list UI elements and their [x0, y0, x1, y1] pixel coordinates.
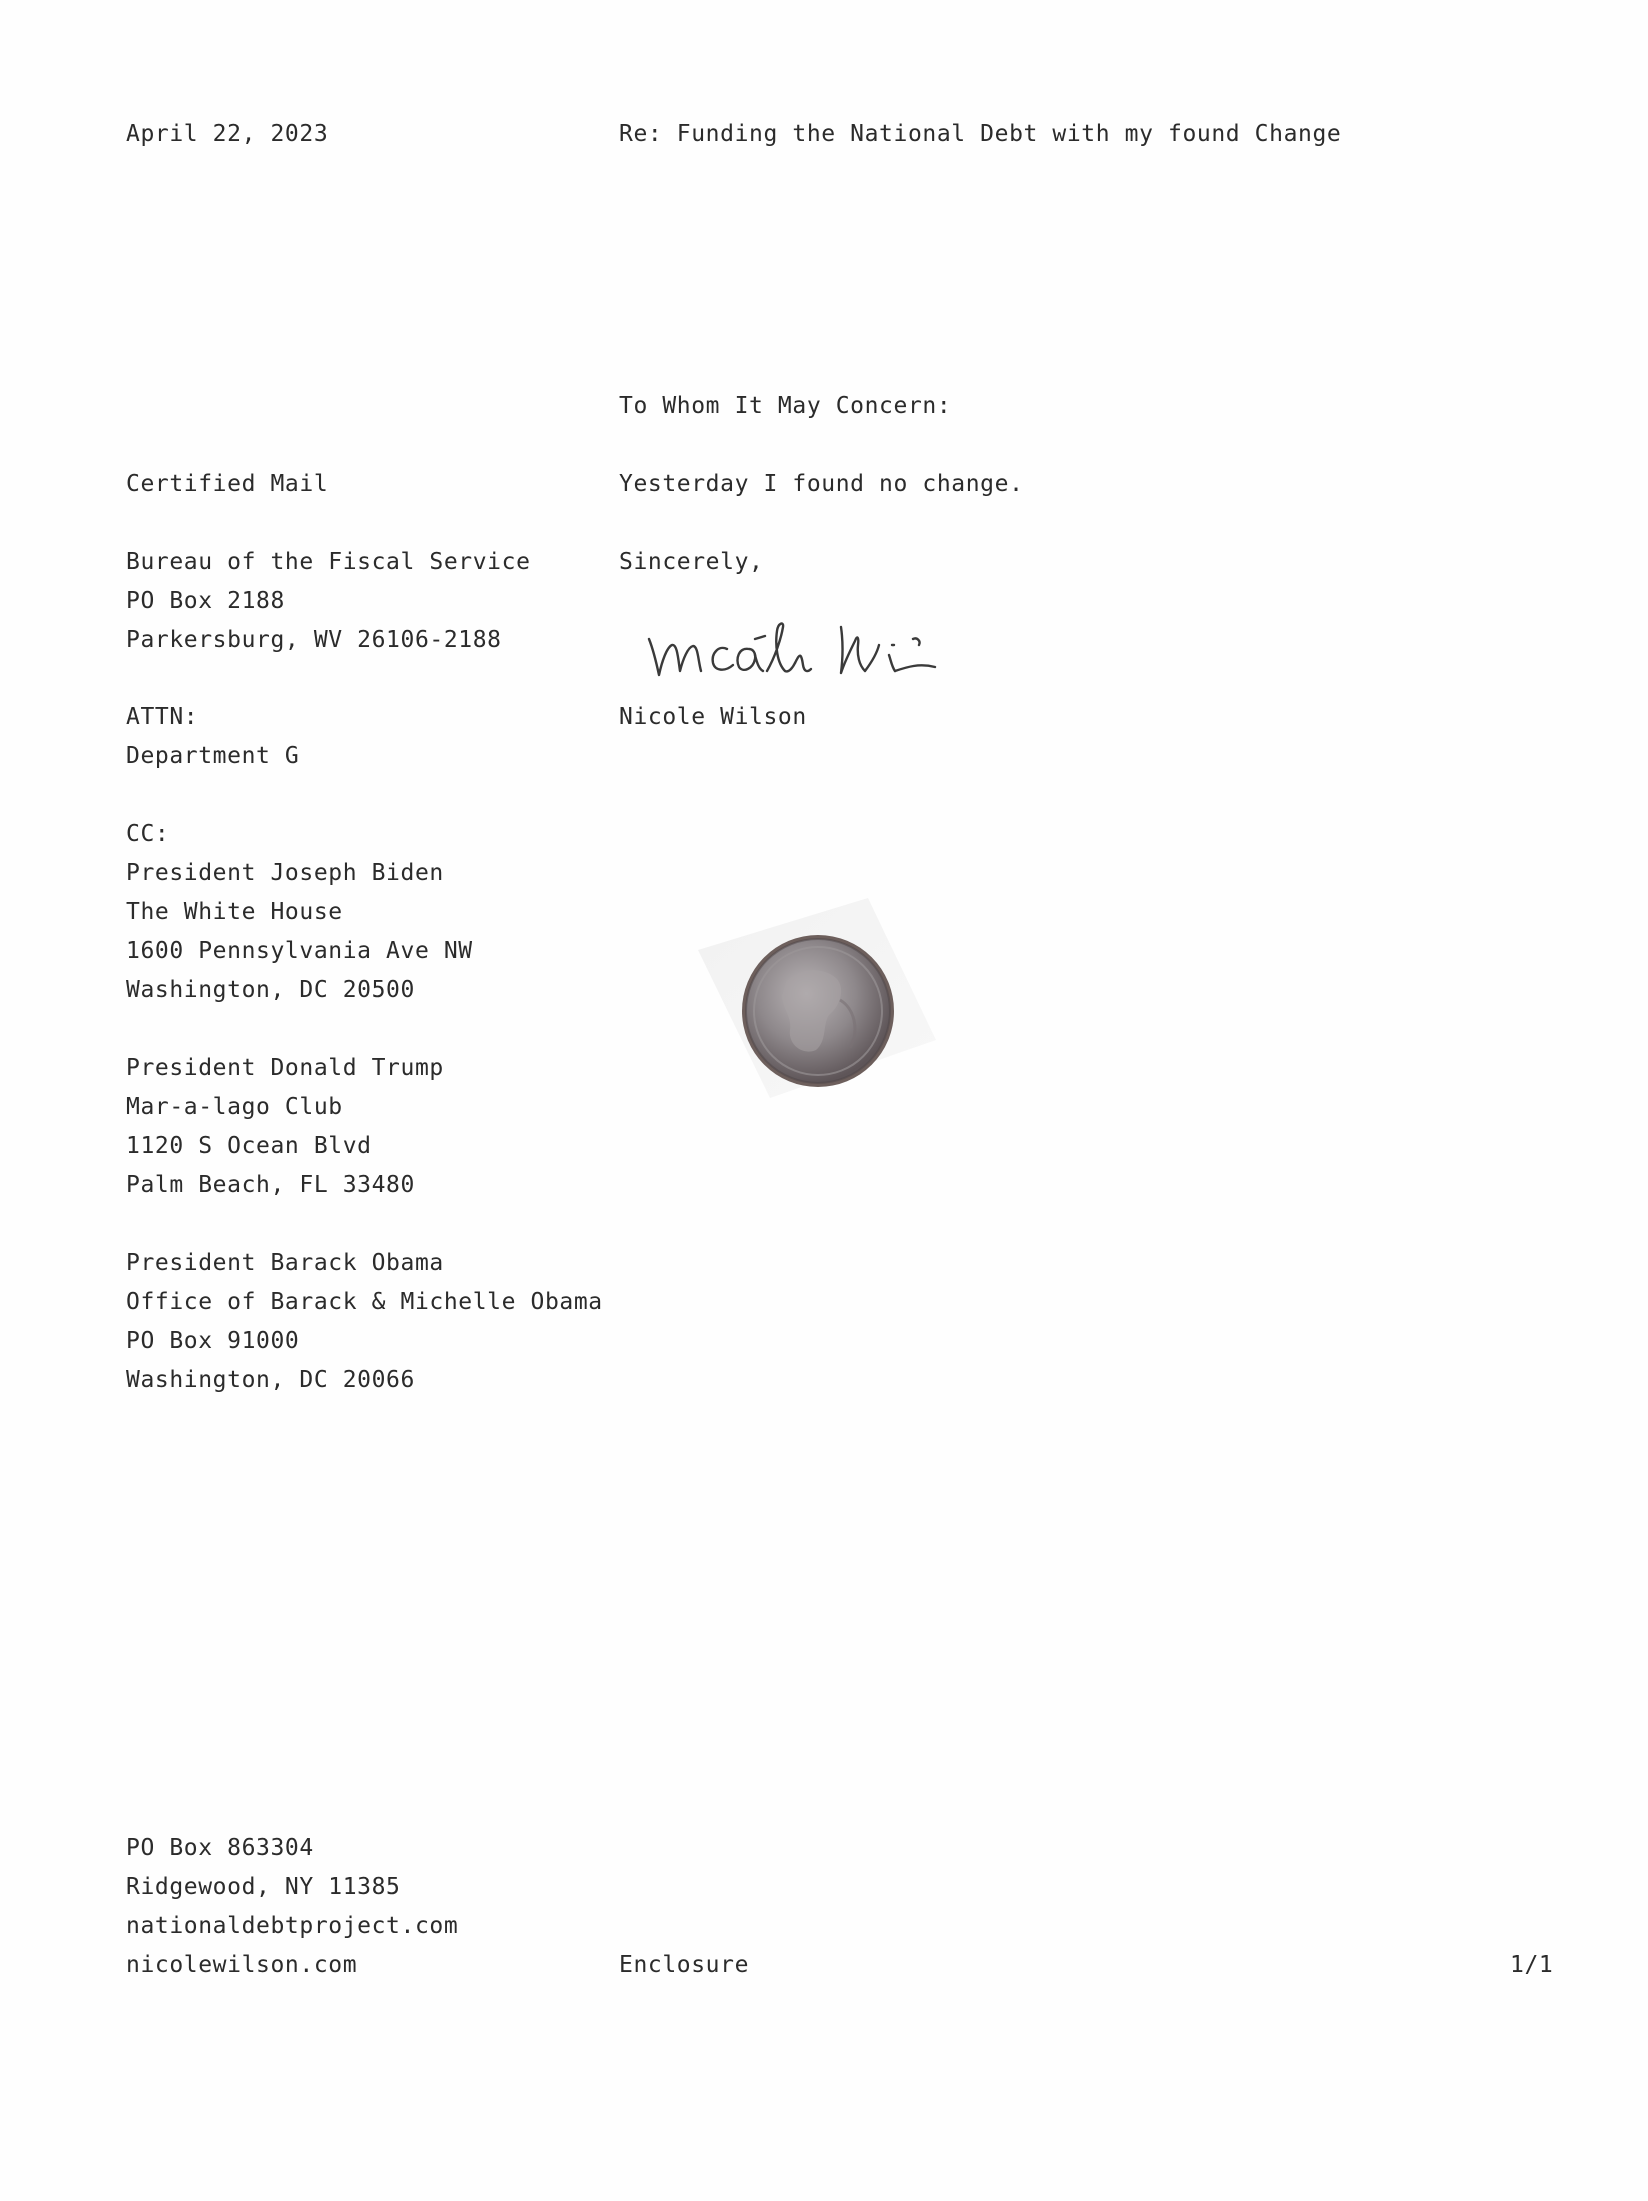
- cc-label: CC:: [126, 821, 170, 847]
- handwritten-signature: [645, 605, 995, 685]
- sender-website-link[interactable]: nicolewilson.com: [126, 1952, 358, 1978]
- sender-line: PO Box 863304: [126, 1835, 314, 1861]
- cc-line: Washington, DC 20500: [126, 977, 415, 1003]
- enclosure-coin-image: [690, 890, 950, 1120]
- page-number: 1/1: [1510, 1952, 1554, 1978]
- address-line: Parkersburg, WV 26106-2188: [126, 627, 502, 653]
- attention-block: [126, 698, 299, 776]
- cc-line: The White House: [126, 899, 343, 925]
- cc-line: 1600 Pennsylvania Ave NW: [126, 938, 473, 964]
- signature-name: Nicole Wilson: [619, 704, 807, 730]
- delivery-method: Certified Mail: [126, 471, 329, 497]
- attention-label: ATTN:: [126, 704, 199, 730]
- attention-department: Department G: [126, 743, 300, 769]
- cc-line: Palm Beach, FL 33480: [126, 1172, 415, 1198]
- letter-subject: Re: Funding the National Debt with my found Change: [619, 121, 1342, 147]
- closing: Sincerely,: [619, 549, 764, 575]
- cc-line: President Donald Trump: [126, 1055, 444, 1081]
- cc-line: President Barack Obama: [126, 1250, 444, 1276]
- address-line: PO Box 2188: [126, 588, 285, 614]
- cc-recipient-obama: [126, 1244, 603, 1400]
- cc-line: PO Box 91000: [126, 1328, 300, 1354]
- cc-line: 1120 S Ocean Blvd: [126, 1133, 372, 1159]
- cc-line: Mar-a-lago Club: [126, 1094, 343, 1120]
- recipient-address: [126, 543, 531, 660]
- cc-line: Office of Barack & Michelle Obama: [126, 1289, 603, 1315]
- cc-line: President Joseph Biden: [126, 860, 444, 886]
- sender-website-link[interactable]: nationaldebtproject.com: [126, 1913, 459, 1939]
- enclosure-label: Enclosure: [619, 1952, 750, 1978]
- salutation: To Whom It May Concern:: [619, 393, 952, 419]
- cc-recipient-trump: [126, 1049, 444, 1205]
- cc-line: Washington, DC 20066: [126, 1367, 415, 1393]
- letter-date: April 22, 2023: [126, 121, 329, 147]
- sender-address: [126, 1829, 458, 1985]
- cc-block: [126, 815, 473, 1010]
- sender-line: Ridgewood, NY 11385: [126, 1874, 401, 1900]
- letter-message: Yesterday I found no change.: [619, 471, 1024, 497]
- address-line: Bureau of the Fiscal Service: [126, 549, 531, 575]
